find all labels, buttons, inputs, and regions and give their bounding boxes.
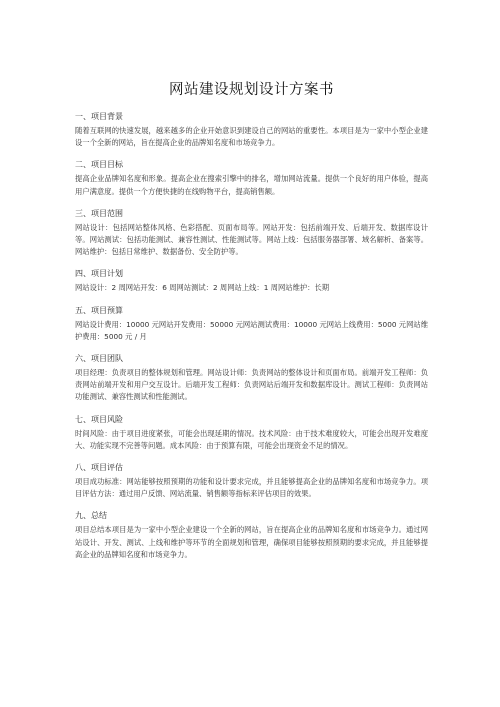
section-heading: 九、总结	[75, 511, 107, 521]
section-heading: 六、项目团队	[75, 354, 123, 364]
section-body: 项目成功标准：网站能够按照预期的功能和设计要求完成，并且能够提高企业的品牌知名度和市场竞争力。项目评估方法：通过用户反馈、网站流量、销售额等指标来评估项目的效果。	[75, 477, 428, 499]
section-summary	[75, 510, 428, 561]
section-heading: 四、项目计划	[75, 269, 123, 279]
section-body: 项目经理：负责项目的整体规划和管理。网站设计师：负责网站的整体设计和页面布局。前端开发工程师：负责网站前端开发和用户交互设计。后端开发工程师：负责网站后端开发和数据库设计。测试工程师：负责网站功能测试、兼容性测试和性能测试。	[75, 368, 428, 402]
section-risks	[75, 414, 428, 452]
section-budget	[75, 305, 428, 343]
section-scope	[75, 208, 428, 259]
section-heading: 五、项目预算	[75, 305, 123, 315]
section-goals	[75, 159, 428, 197]
section-team	[75, 353, 428, 404]
section-heading: 八、项目评估	[75, 463, 123, 473]
section-evaluation	[75, 462, 428, 500]
section-heading: 七、项目风险	[75, 414, 123, 424]
section-body: 项目总结本项目是为一家中小型企业建设一个全新的网站，旨在提高企业的品牌知名度和市场竞争力。通过网站设计、开发、测试、上线和维护等环节的全面规划和管理，确保项目能够按照预期的要求完成，并且能够提高企业的品牌知名度和市场竞争力。	[75, 525, 428, 559]
section-body: 提高企业品牌知名度和形象。提高企业在搜索引擎中的排名，增加网站流量。提供一个良好的用户体验，提高用户满意度。提供一个方便快捷的在线购物平台，提高销售额。	[75, 174, 428, 196]
section-body: 网站设计：包括网站整体风格、色彩搭配、页面布局等。网站开发：包括前端开发、后端开发、数据库设计等。网站测试：包括功能测试、兼容性测试、性能测试等。网站上线：包括服务器部署、域名解析、备案等。网站维护：包括日常维护、数据备份、安全防护等。	[75, 222, 428, 257]
section-heading: 三、项目范围	[75, 208, 123, 218]
section-background	[75, 111, 428, 149]
section-body: 网站设计费用：10000 元网站开发费用：50000 元网站测试费用：10000 元网站上线费用：5000 元网站维护费用：5000 元 / 月	[75, 319, 428, 341]
section-plan	[75, 268, 428, 294]
section-heading: 一、项目背景	[75, 112, 123, 121]
document-title: 网站建设规划设计方案书	[169, 82, 334, 98]
section-body: 网站设计：2 周网站开发：6 周网站测试：2 周网站上线：1 周网站维护：长期	[75, 283, 330, 293]
section-heading: 二、项目目标	[75, 160, 123, 170]
section-body: 随着互联网的快速发展，越来越多的企业开始意识到建设自己的网站的重要性。本项目是为一家中小型企业建设一个全新的网站，旨在提高企业的品牌知名度和市场竞争力。	[75, 126, 428, 148]
section-body: 时间风险：由于项目进度紧张，可能会出现延期的情况。技术风险：由于技术难度较大，可能会出现开发难度大、功能实现不完善等问题。成本风险：由于预算有限，可能会出现资金不足的情况。	[75, 428, 428, 450]
